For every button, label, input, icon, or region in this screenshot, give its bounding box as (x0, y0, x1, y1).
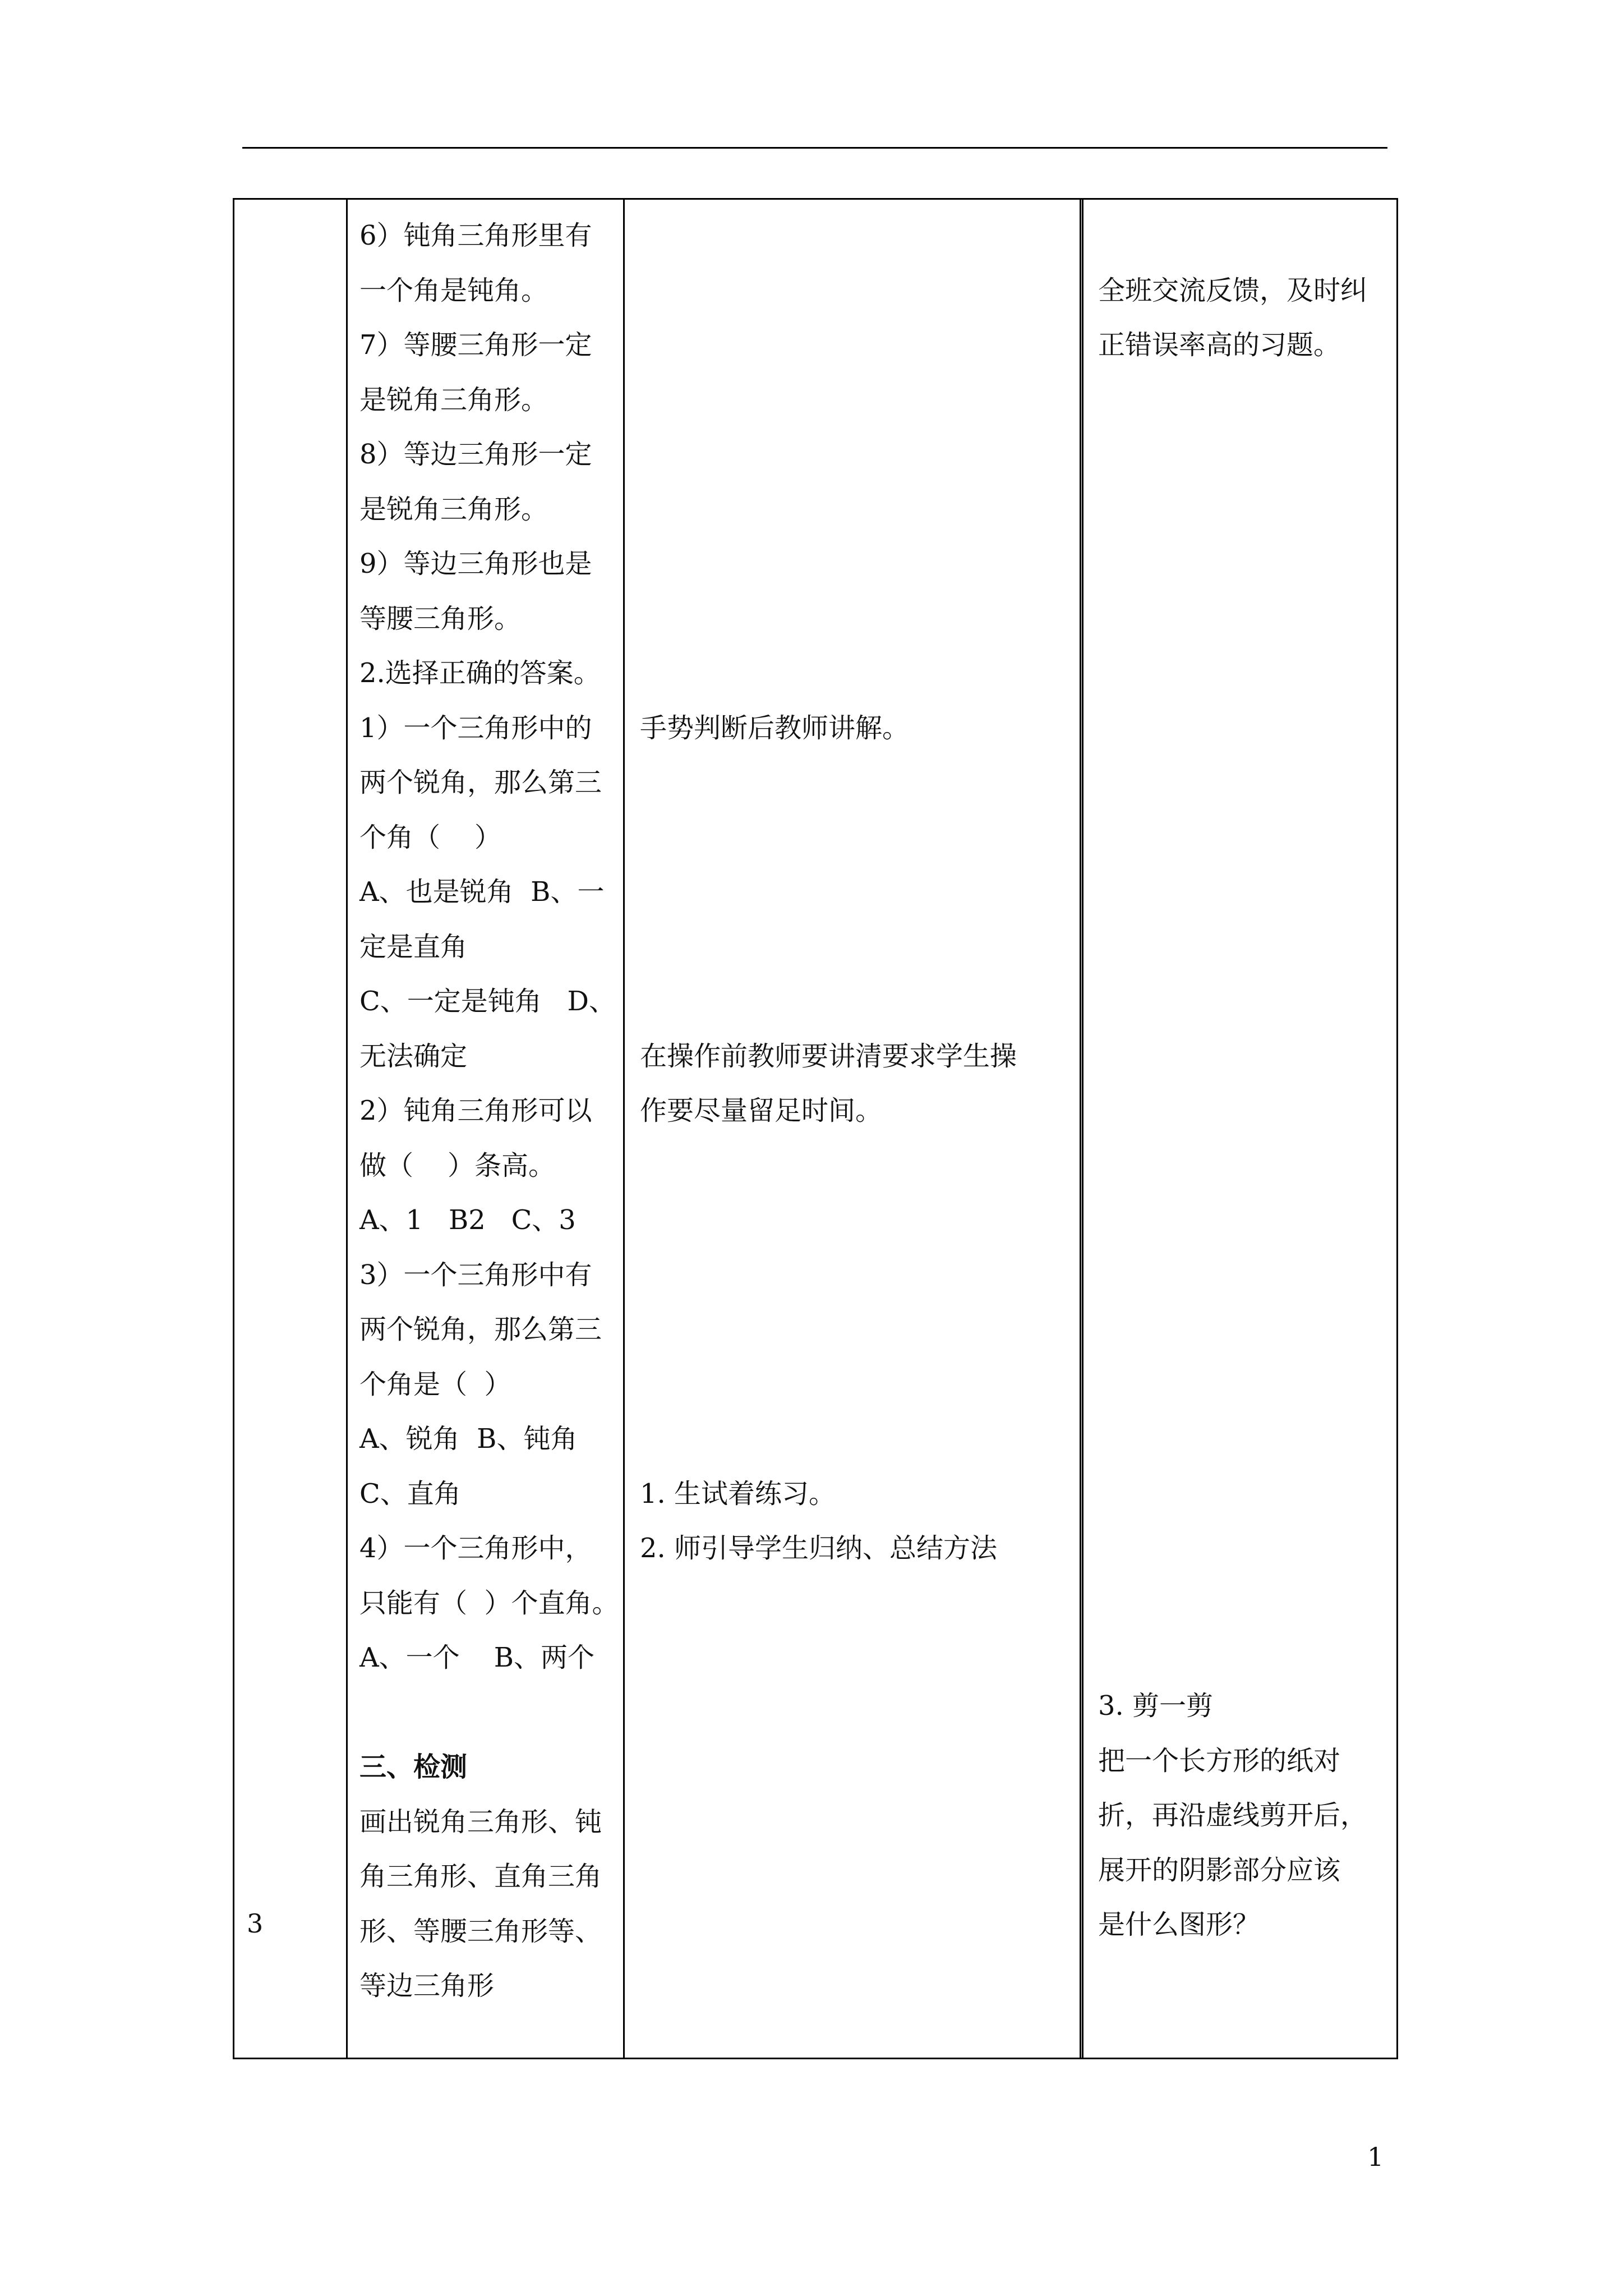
text-line: 9）等边三角形也是 (359, 548, 592, 579)
text-line: A、1 B2 C、3 (359, 1204, 576, 1236)
table-column-divider (623, 198, 625, 2059)
blank-line (640, 974, 1017, 1029)
text-line: 2.选择正确的答案。 (359, 657, 601, 689)
text-line: A、也是锐角 B、一 (359, 876, 605, 908)
blank-line (640, 427, 1017, 482)
page-number: 1 (1367, 2142, 1384, 2172)
text-line: 是锐角三角形。 (359, 384, 548, 416)
text-line: 7）等腰三角形一定 (359, 329, 592, 361)
text-line: 展开的阴影部分应该 (1098, 1854, 1341, 1886)
text-line: 正错误率高的习题。 (1098, 329, 1341, 361)
text-line: 两个锐角，那么第三 (359, 767, 602, 798)
blank-line (640, 1139, 1017, 1194)
text-line: 做（ ）条高。 (359, 1149, 556, 1181)
text-line: 画出锐角三角形、钝 (359, 1806, 602, 1838)
blank-line (640, 865, 1017, 920)
header-rule (242, 147, 1387, 149)
text-line: 4）一个三角形中， (359, 1533, 592, 1564)
text-line: 把一个长方形的纸对 (1098, 1745, 1341, 1777)
text-line: 8）等边三角形一定 (359, 439, 592, 470)
text-line: A、锐角 B、钝角 (359, 1423, 578, 1455)
blank-line (640, 756, 1017, 811)
text-line: 一个角是钝角。 (359, 274, 548, 306)
text-line: 形、等腰三角形等、 (359, 1915, 602, 1947)
text-line: 作要尽量留足时间。 (640, 1095, 883, 1126)
table-column-divider (1080, 198, 1083, 2059)
text-line: 3. 剪一剪 (1098, 1690, 1214, 1722)
blank-line (640, 1358, 1017, 1412)
blank-line (640, 482, 1017, 537)
text-line: 2. 师引导学生归纳、总结方法 (640, 1533, 998, 1564)
blank-line (640, 811, 1017, 866)
text-line: 个角（ ） (359, 821, 502, 853)
blank-line (1098, 209, 1367, 264)
blank-line (640, 318, 1017, 373)
text-line: 折，再沿虚线剪开后， (1098, 1800, 1368, 1831)
text-line: 只能有（ ）个直角。 (359, 1587, 619, 1619)
text-line: 无法确定 (359, 1040, 468, 1072)
text-line: A、一个 B、两个 (359, 1642, 594, 1673)
table-column-divider (346, 198, 348, 2059)
text-line: 1）一个三角形中的 (359, 712, 592, 744)
text-line: 等腰三角形。 (359, 602, 522, 634)
blank-line (359, 1686, 619, 1741)
blank-line (640, 1412, 1017, 1467)
text-line: 6）钝角三角形里有 (359, 220, 592, 251)
blank-line (640, 1248, 1017, 1303)
text-line: 在操作前教师要讲清要求学生操 (640, 1040, 1017, 1072)
blank-line (640, 592, 1017, 647)
design-intent-column (1098, 209, 1367, 373)
blank-line (640, 920, 1017, 975)
cutting-exercise-column (1098, 1679, 1367, 1953)
text-line: 2）钝角三角形可以 (359, 1095, 592, 1126)
text-line: 手势判断后教师讲解。 (640, 712, 910, 744)
text-line: 等边三角形 (359, 1970, 495, 2001)
teacher-activity-column (640, 209, 1017, 1576)
blank-line (640, 373, 1017, 428)
text-line: 角三角形、直角三角 (359, 1861, 602, 1892)
blank-line (640, 1303, 1017, 1358)
text-line: 两个锐角，那么第三 (359, 1314, 602, 1345)
blank-line (640, 209, 1017, 264)
blank-line (640, 264, 1017, 319)
text-line: C、一定是钝角 D、 (359, 986, 616, 1017)
text-line: 3）一个三角形中有 (359, 1259, 592, 1291)
text-line: 三、检测 (359, 1751, 468, 1783)
blank-line (640, 537, 1017, 592)
blank-line (640, 1193, 1017, 1248)
text-line: 是什么图形？ (1098, 1909, 1260, 1940)
exercise-content-column (359, 209, 619, 2014)
text-line: 全班交流反馈，及时纠 (1098, 274, 1368, 306)
text-line: 1. 生试着练习。 (640, 1478, 836, 1510)
row-number: 3 (247, 1908, 264, 1939)
text-line: 定是直角 (359, 931, 468, 963)
blank-line (640, 646, 1017, 701)
text-line: 是锐角三角形。 (359, 493, 548, 525)
text-line: C、直角 (359, 1478, 461, 1510)
text-line: 个角是（ ） (359, 1368, 511, 1400)
